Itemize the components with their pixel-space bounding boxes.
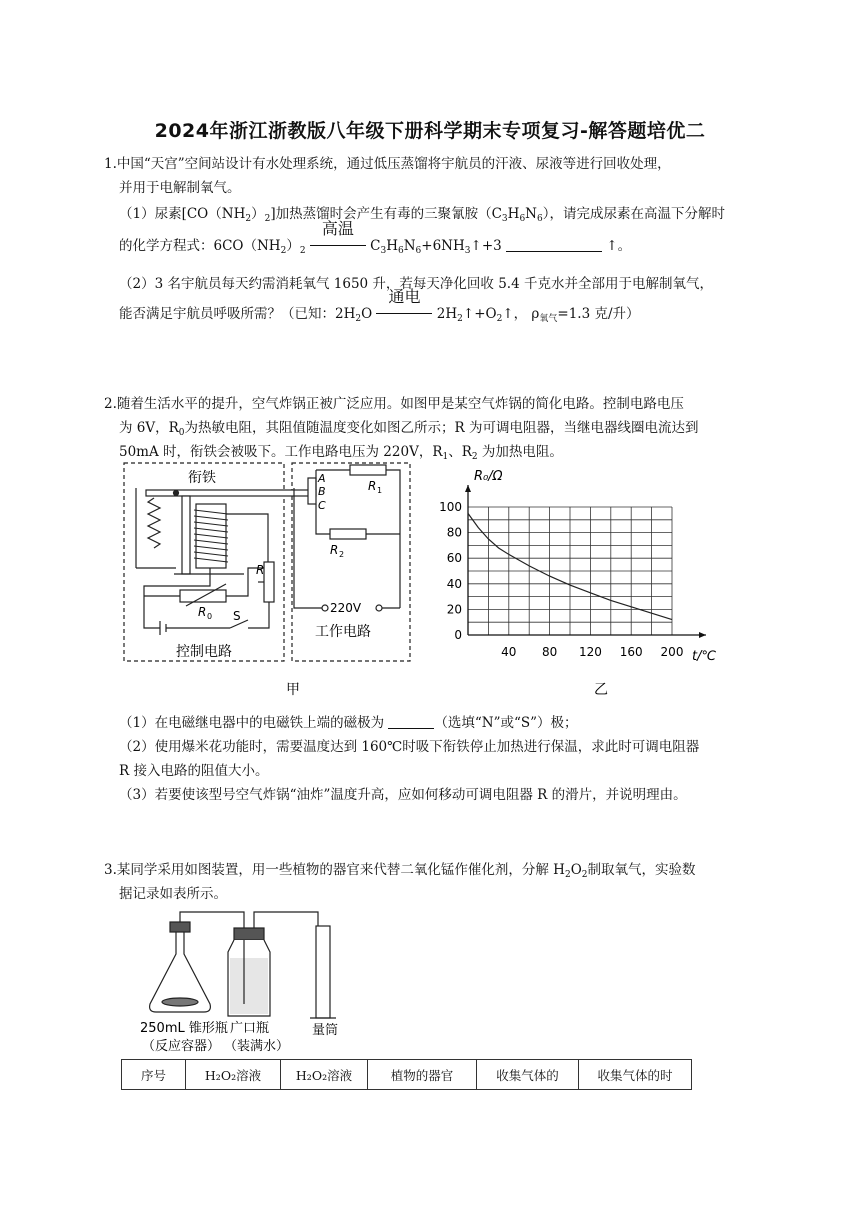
y-axis-arrow — [465, 485, 471, 492]
answer-blank[interactable] — [506, 251, 602, 252]
svg-text:（装满水）: （装满水） — [224, 1039, 290, 1054]
svg-text:C: C — [318, 499, 326, 512]
x-tick-label: 40 — [501, 645, 517, 659]
q2-sub2-line2: R 接入电路的阻值大小。 — [119, 763, 269, 779]
resistor-R2 — [330, 529, 366, 539]
y-tick-label: 20 — [446, 602, 462, 617]
q1-part1-line1: （1）尿素$[CO(NH_2)_2]$加热蒸馏时会产生有毒的三聚氰胺$(C_3H_6N_6)$，请完成尿素在高温下分解时 — [119, 206, 725, 224]
y-tick-label: 100 — [439, 500, 462, 514]
y-tick-label: 40 — [446, 576, 462, 591]
answer-blank-pole[interactable] — [388, 728, 434, 729]
q2-sub1: （1）在电磁继电器中的电磁铁上端的磁极为 （选填“N”或“S”）极； — [119, 715, 578, 731]
svg-text:（反应容器）: （反应容器） — [142, 1039, 221, 1054]
q1-line2: 并用于电解制氧气。 — [119, 180, 241, 196]
svg-text:广口瓶: 广口瓶 — [230, 1021, 270, 1036]
label-work-circuit: 工作电路 — [315, 624, 371, 640]
table-header: H₂O₂溶液 — [186, 1060, 281, 1090]
q2-sub3: （3）若要使该型号空气炸锅“油炸”温度升高，应如何移动可调电阻器 R 的滑片，并说明理由。 — [119, 787, 687, 803]
measuring-cylinder — [316, 926, 330, 1018]
x-tick-label: 120 — [578, 645, 602, 659]
svg-text:250mL 锥形瓶: 250mL 锥形瓶 — [140, 1021, 228, 1036]
variable-resistor-R — [264, 562, 274, 602]
q1-equation: 的化学方程式：$6CO(NH_2)_2$ 高温 $C_3H_6N_6+6NH_3↑+3$ ↑。 — [119, 219, 632, 256]
circuit-diagram — [118, 458, 418, 700]
data-table — [121, 1059, 692, 1090]
svg-text:220V: 220V — [330, 601, 362, 615]
q3-line1: 3.某同学采用如图装置，用一些植物的器官来代替二氧化锰作催化剂，分解 $H_2O_2$制取氧气，实验数 — [104, 862, 696, 880]
q2-line2: 为 6V，$R_0$为热敏电阻，其阻值随温度变化如图乙所示；R 为可调电阻器，当继电器线圈电流达到 — [119, 420, 699, 438]
svg-text:A: A — [318, 472, 326, 485]
x-tick-label: 200 — [660, 645, 684, 659]
svg-text:1: 1 — [377, 486, 383, 495]
svg-text:量筒: 量筒 — [312, 1023, 339, 1038]
q2-line3: 50mA 时，衔铁会被吸下。工作电路电压为 220V，$R_1$、$R_2$ 为加热电阻。 — [119, 444, 563, 462]
apparatus-diagram — [140, 908, 380, 1058]
svg-text:R: R — [368, 479, 377, 493]
reaction-condition: 高温 — [310, 234, 366, 258]
q2-sub2-line1: （2）使用爆米花功能时，需要温度达到 160℃时吸下衔铁停止加热进行保温，求此时可调电阻器 — [119, 739, 700, 755]
svg-text:R: R — [198, 605, 207, 619]
armature — [146, 490, 316, 496]
q1-line1: 1.中国“天宫”空间站设计有水处理系统，通过低压蒸馏将宇航员的汗液、尿液等进行回收处理， — [104, 156, 671, 172]
figure-caption-jia: 甲 — [286, 682, 300, 698]
x-tick-label: 80 — [541, 645, 558, 659]
page-title: 2024年浙江浙教版八年级下册科学期末专项复习-解答题培优二 — [154, 120, 706, 142]
svg-text:0: 0 — [207, 612, 213, 621]
svg-text:R: R — [330, 543, 339, 557]
label-armature: 衔铁 — [188, 470, 216, 486]
svg-text:S: S — [233, 609, 241, 623]
table-header-row — [122, 1060, 692, 1090]
svg-text:R: R — [256, 563, 265, 577]
x-axis-arrow — [699, 632, 706, 638]
q3-line2: 据记录如表所示。 — [119, 886, 227, 902]
label-control-circuit: 控制电路 — [176, 644, 232, 660]
resistor-R1 — [350, 465, 386, 475]
table-header: 收集气体的 — [477, 1060, 579, 1090]
y-tick-label: 60 — [446, 551, 462, 566]
y-axis-label: R₀/Ω — [474, 469, 503, 484]
svg-text:B: B — [318, 485, 326, 498]
resistance-temperature-chart — [430, 462, 730, 698]
figure-caption-yi: 乙 — [594, 682, 608, 698]
table-header: 植物的器官 — [368, 1060, 477, 1090]
q1-part2-line1: （2）3 名宇航员每天约需消耗氧气 1650 升，若每天净化回收 5.4 千克水并全部用于电解制氧气， — [119, 276, 713, 292]
table-header: 收集气体的时 — [579, 1060, 692, 1090]
q2-line1: 2.随着生活水平的提升，空气炸锅正被广泛应用。如图甲是某空气炸锅的简化电路。控制电路电压 — [104, 396, 684, 412]
x-tick-label: 160 — [619, 645, 643, 659]
y-tick-label: 80 — [446, 525, 462, 540]
table-header: 序号 — [122, 1060, 186, 1090]
reaction-condition-2: 通电 — [376, 302, 432, 326]
table-header: H₂O₂溶液 — [281, 1060, 368, 1090]
q1-part2-line2: 能否满足宇航员呼吸所需？（已知：$2H_2O$ 通电 $2H_2↑+O_2↑$， $\rho_{氧气}=1.3$ 克/升） — [119, 287, 640, 324]
y-tick-label: 0 — [454, 628, 462, 642]
svg-text:2: 2 — [339, 550, 345, 559]
x-axis-label: t/℃ — [692, 649, 717, 664]
